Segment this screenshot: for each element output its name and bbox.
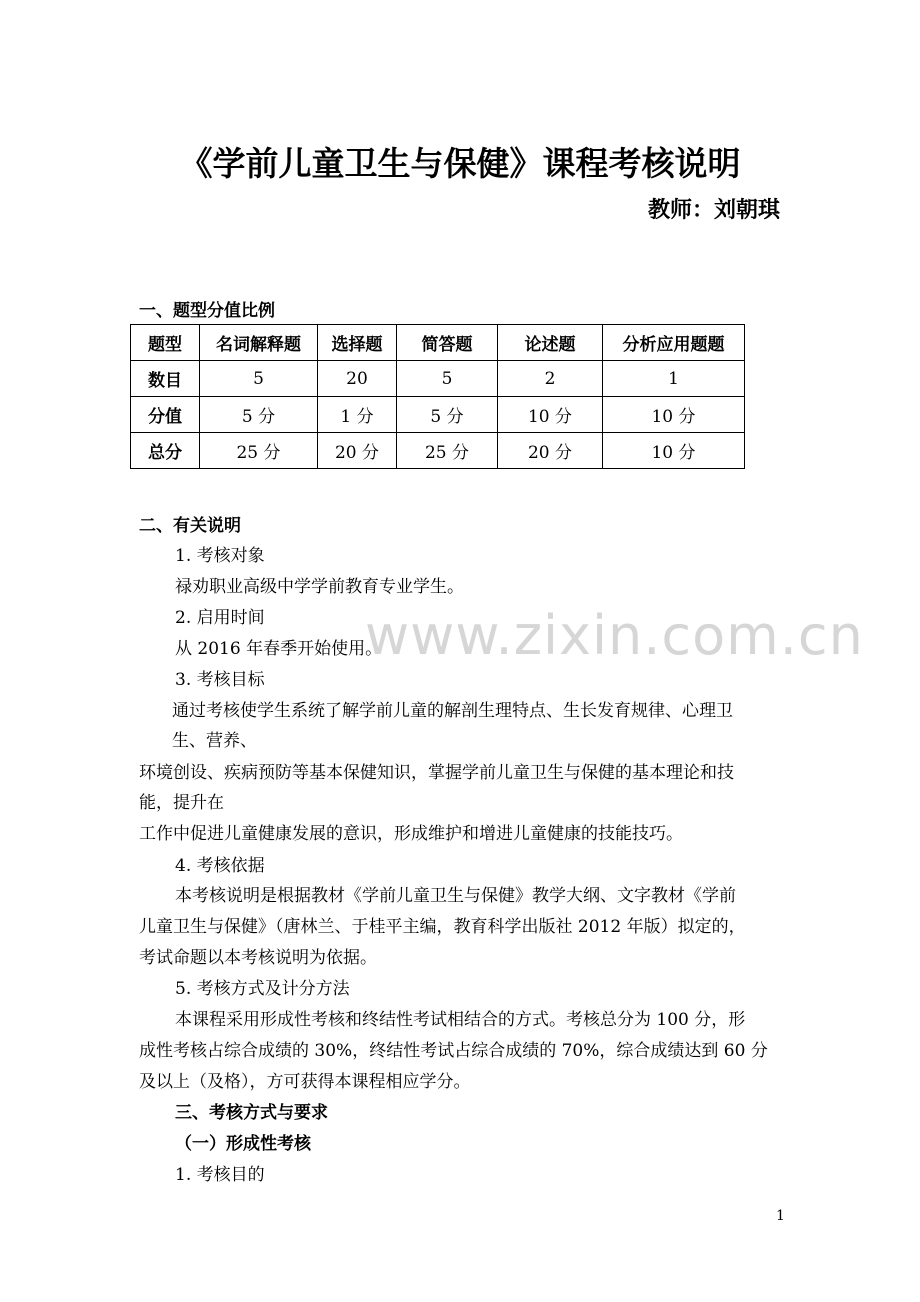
item3-line: 通过考核使学生系统了解学前儿童的解剖生理特点、生长发育规律、心理卫 — [172, 701, 733, 721]
table-header-cell: 名词解释题 — [200, 325, 318, 361]
table-header-cell: 题型 — [131, 325, 200, 361]
item3-line: 环境创设、疾病预防等基本保健知识，掌握学前儿童卫生与保健的基本理论和技 — [139, 763, 734, 783]
table-cell: 10 分 — [603, 397, 745, 433]
table-row-label: 数目 — [131, 361, 200, 397]
table-cell: 20 — [318, 361, 397, 397]
table-cell: 10 分 — [603, 433, 745, 469]
table-header-cell: 简答题 — [397, 325, 498, 361]
item5-line: 及以上（及格），方可获得本课程相应学分。 — [139, 1072, 471, 1092]
table-row — [131, 397, 745, 433]
watermark: www.zixin.com.cn — [365, 604, 864, 667]
item5-title: 5. 考核方式及计分方法 — [175, 979, 350, 999]
item2-title: 2. 启用时间 — [175, 608, 265, 628]
item3-line: 能，提升在 — [139, 793, 224, 813]
item4-line: 考试命题以本考核说明为依据。 — [139, 948, 377, 968]
table-header-cell: 选择题 — [318, 325, 397, 361]
item4-title: 4. 考核依据 — [175, 856, 265, 876]
item1-title: 1. 考核对象 — [175, 546, 265, 566]
section3-subheading: （一）形成性考核 — [175, 1134, 311, 1154]
table-cell: 2 — [498, 361, 603, 397]
section3-item1-title: 1. 考核目的 — [175, 1165, 265, 1185]
document-title: 《学前儿童卫生与保健》课程考核说明 — [179, 144, 741, 183]
item3-line: 工作中促进儿童健康发展的意识，形成维护和增进儿童健康的技能技巧。 — [139, 824, 683, 844]
score-table — [130, 324, 745, 469]
table-header-row — [131, 325, 745, 361]
item4-line: 本考核说明是根据教材《学前儿童卫生与保健》教学大纲、文字教材《学前 — [175, 886, 736, 906]
table-row-label: 总分 — [131, 433, 200, 469]
table-row-label: 分值 — [131, 397, 200, 433]
table-cell: 25 分 — [200, 433, 318, 469]
table-row — [131, 433, 745, 469]
teacher-name: 教师：刘朝琪 — [647, 198, 780, 223]
table-row — [131, 361, 745, 397]
table-cell: 25 分 — [397, 433, 498, 469]
table-header-cell: 分析应用题题 — [603, 325, 745, 361]
table-cell: 5 — [200, 361, 318, 397]
table-cell: 20 分 — [318, 433, 397, 469]
table-cell: 20 分 — [498, 433, 603, 469]
item3-title: 3. 考核目标 — [175, 670, 265, 690]
table-cell: 10 分 — [498, 397, 603, 433]
table-cell: 1 分 — [318, 397, 397, 433]
table-cell: 5 — [397, 361, 498, 397]
page-number: 1 — [776, 1208, 785, 1224]
item3-line: 生、营养、 — [172, 731, 257, 751]
item1-text: 禄劝职业高级中学学前教育专业学生。 — [175, 577, 464, 597]
table-cell: 1 — [603, 361, 745, 397]
item4-line: 儿童卫生与保健》（唐林兰、于桂平主编，教育科学出版社 2012 年版）拟定的， — [139, 917, 746, 937]
item5-line: 本课程采用形成性考核和终结性考试相结合的方式。考核总分为 100 分，形 — [175, 1010, 746, 1030]
section3-heading: 三、考核方式与要求 — [175, 1103, 328, 1123]
section1-heading: 一、题型分值比例 — [139, 301, 275, 321]
section2-heading: 二、有关说明 — [139, 516, 241, 536]
item5-line: 成性考核占综合成绩的 30%，终结性考试占综合成绩的 70%，综合成绩达到 60 分 — [139, 1041, 768, 1061]
table-cell: 5 分 — [397, 397, 498, 433]
table-cell: 5 分 — [200, 397, 318, 433]
table-header-cell: 论述题 — [498, 325, 603, 361]
item2-text: 从 2016 年春季开始使用。 — [175, 639, 383, 659]
